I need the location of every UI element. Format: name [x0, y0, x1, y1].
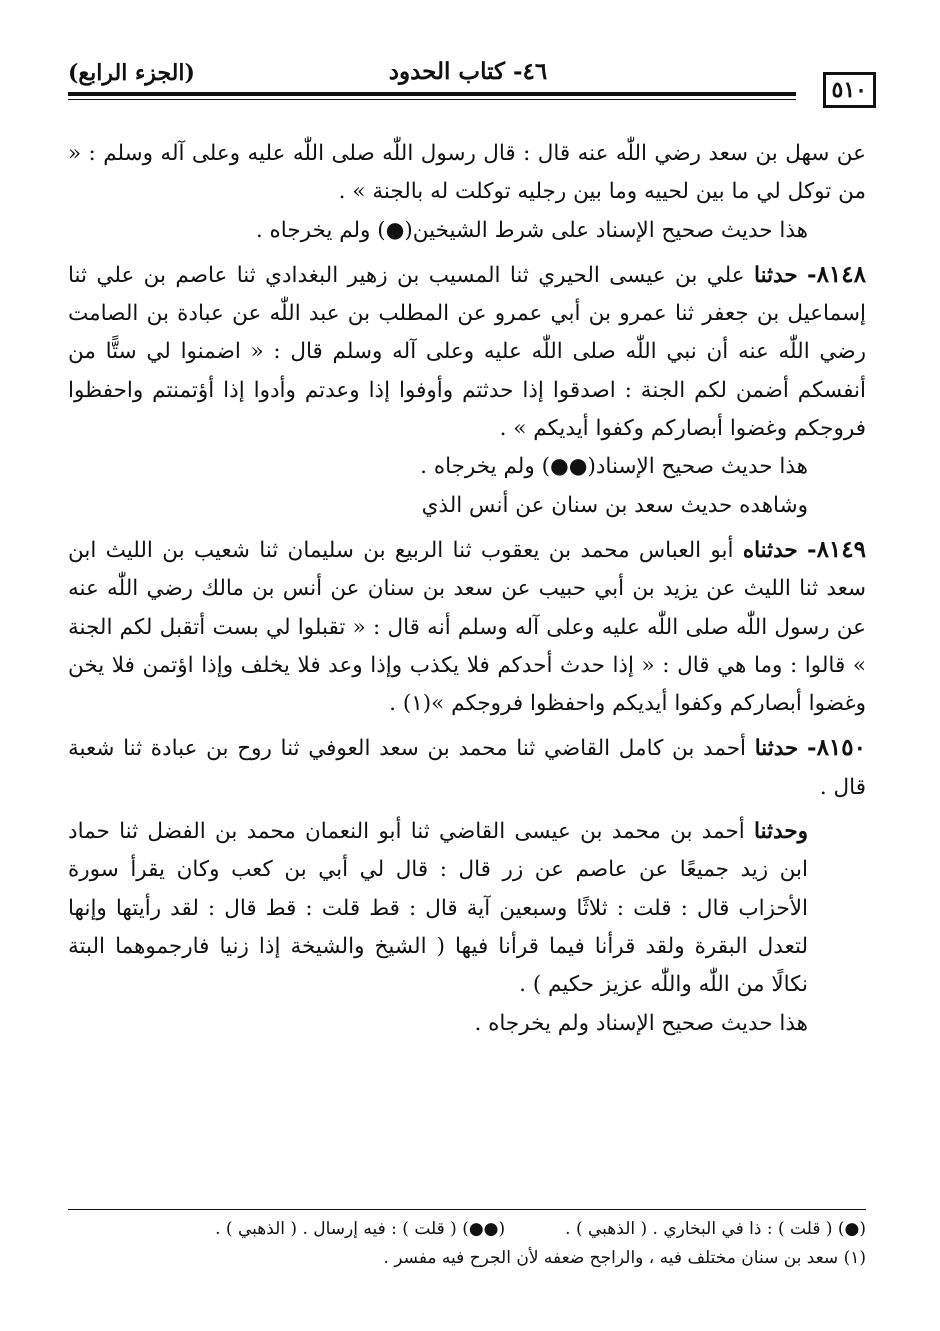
hadith-lead: حدثنا: [754, 262, 798, 288]
hadith-number: ٨١٤٩-: [807, 535, 866, 563]
hadith-number: ٨١٥٠-: [807, 734, 866, 762]
header-rule-thin: [68, 99, 796, 100]
paragraph: عن سهل بن سعد رضي اللّٰه عنه قال : قال رسول اللّٰه صلى اللّٰه عليه وعلى آله وسلم : « من توكل لي ما بين لحييه وما بين رجليه توكلت له بالجنة » .: [68, 141, 866, 205]
hadith-lead: وحدثنا: [754, 819, 808, 845]
hadith-8150: [68, 729, 866, 807]
footnote-rule: [68, 1209, 866, 1210]
grading-line: هذا حديث صحيح الإسناد(●●) ولم يخرجاه .: [420, 454, 808, 480]
hadith-text: أحمد بن محمد بن عيسى القاضي ثنا أبو النعمان محمد بن الفضل ثنا حماد ابن زيد جميعًا عن عاصم عن زر قال : قال لي أبي بن كعب وكان يقرأ سورة الأحزاب قال : قلت : ثلاثًا وسبعين آية قال : قط قلت : قط قال : لقد رأيتها وإنها لتعدل البقرة ولقد قرأنا فيما قرأنا فيها ( الشيخ والشيخة إذا زنيا فارجموهما البتة نكالًا من اللّٰه واللّٰه عزيز حكيم ) .: [68, 819, 808, 998]
header-rule-thick: [68, 92, 796, 96]
witness-line: وشاهده حديث سعد بن سنان عن أنس الذي: [421, 492, 808, 518]
chapter-title: ٤٦- كتاب الحدود: [388, 58, 548, 85]
footnotes: [68, 1215, 866, 1273]
main-text: [68, 135, 866, 1043]
hadith-8148: [68, 256, 866, 448]
grading-line: هذا حديث صحيح الإسناد ولم يخرجاه .: [474, 1010, 808, 1036]
hadith-8149: [68, 531, 866, 723]
footnote: (●) ( قلت ) : ذا في البخاري . ( الذهبي ) .: [565, 1219, 866, 1239]
hadith-lead: حدثنا: [754, 736, 799, 762]
hadith-8150-second-chain: [68, 813, 866, 1004]
running-header: [68, 50, 868, 103]
grading-line: هذا حديث صحيح الإسناد على شرط الشيخين(●) ولم يخرجاه .: [255, 217, 808, 243]
footnote-row: [68, 1215, 866, 1244]
hadith-text: أبو العباس محمد بن يعقوب ثنا الربيع بن سليمان ثنا شعيب بن الليث ابن سعد ثنا الليث عن يزيد بن أبي حبيب عن سعد بن سنان عن أنس بن مالك رضي اللّٰه عنه عن رسول اللّٰه صلى اللّٰه عليه وعلى آله وسلم أنه قال : « تقبلوا لي بست أتقبل لكم الجنة » قالوا : وما هي قال : « إذا حدث أحدكم فلا يكذب وإذا وعد فلا يخلف وإذا اؤتمن فلا يخن وغضوا أبصاركم وكفوا أيديكم واحفظوا فروجكم »(١) .: [68, 537, 866, 717]
hadith-text: أحمد بن كامل القاضي ثنا محمد بن سعد العوفي ثنا روح بن عبادة ثنا شعبة قال .: [68, 736, 866, 800]
footnote: (١) سعد بن سنان مختلف فيه ، والراجح ضعفه لأن الجرح فيه مفسر .: [383, 1248, 866, 1268]
hadith-number: ٨١٤٨-: [807, 260, 866, 288]
page-number: ٥١٠: [823, 72, 876, 108]
footnote: (●●) ( قلت ) : فيه إرسال . ( الذهبي ) .: [215, 1219, 506, 1239]
volume-label: (الجزء الرابع): [68, 60, 195, 86]
hadith-lead: حدثناه: [742, 537, 798, 563]
hadith-text: علي بن عيسى الحيري ثنا المسيب بن زهير البغدادي ثنا عاصم بن علي ثنا إسماعيل بن جعفر ثنا عمرو بن أبي عمرو عن المطلب بن عبد اللّٰه عن عبادة بن الصامت رضي اللّٰه عنه أن نبي اللّٰه صلى اللّٰه عليه وعلى آله وسلم قال : « اضمنوا لي ستًّا من أنفسكم أضمن لكم الجنة : اصدقوا إذا حدثتم وأوفوا إذا وعدتم وأدوا إذا أؤتمنتم واحفظوا فروجكم وغضوا أبصاركم وكفوا أيديكم » .: [68, 262, 866, 442]
